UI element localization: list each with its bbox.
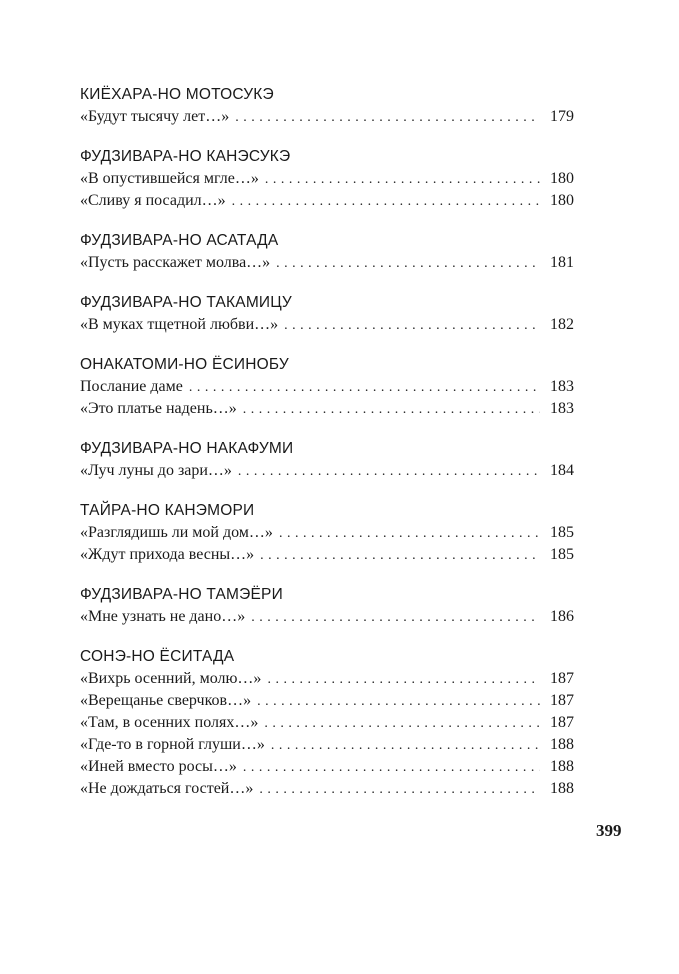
entry-title: Послание даме (80, 378, 183, 395)
entry-page-number: 180 (550, 170, 574, 187)
toc-section (80, 646, 574, 800)
dot-leader (235, 107, 540, 129)
section-author-heading: ФУДЗИВАРА-НО АСАТАДА (80, 232, 279, 249)
toc-entry (80, 460, 574, 482)
toc-section (80, 292, 574, 336)
dot-leader (251, 607, 540, 629)
section-author-heading: ФУДЗИВАРА-НО ТАМЭЁРИ (80, 586, 283, 603)
dot-leader (189, 377, 540, 399)
entry-title: «Пусть расскажет молва…» (80, 254, 271, 271)
entry-page-number: 188 (550, 780, 574, 797)
section-author-heading: ФУДЗИВАРА-НО НАКАФУМИ (80, 440, 294, 457)
section-author-heading: ФУДЗИВАРА-НО КАНЭСУКЭ (80, 148, 291, 165)
entry-page-number: 180 (550, 192, 574, 209)
entry-page-number: 188 (550, 736, 574, 753)
entry-page-number: 179 (550, 108, 574, 125)
table-of-contents (80, 84, 574, 818)
toc-entry (80, 106, 574, 128)
entry-title: «Это платье надень…» (80, 400, 237, 417)
entry-title: «Луч луны до зари…» (80, 462, 232, 479)
toc-entry (80, 168, 574, 190)
entry-title: «Будут тысячу лет…» (80, 108, 230, 125)
entry-title: «В муках тщетной любви…» (80, 316, 279, 333)
entry-page-number: 187 (550, 692, 574, 709)
page-number: 399 (596, 821, 622, 840)
toc-entry (80, 778, 574, 800)
entry-page-number: 187 (550, 714, 574, 731)
dot-leader (243, 399, 540, 421)
entry-page-number: 187 (550, 670, 574, 687)
toc-entry (80, 314, 574, 336)
dot-leader (267, 669, 540, 691)
dot-leader (259, 779, 540, 801)
entry-page-number: 181 (550, 254, 574, 271)
toc-section (80, 500, 574, 566)
toc-entry (80, 376, 574, 398)
dot-leader (232, 191, 540, 213)
toc-entry (80, 522, 574, 544)
toc-entry (80, 690, 574, 712)
entry-title: «Сливу я посадил…» (80, 192, 226, 209)
entry-page-number: 185 (550, 546, 574, 563)
section-author-heading: КИЁХАРА-НО МОТОСУКЭ (80, 86, 274, 103)
section-author-heading: СОНЭ-НО ЁСИТАДА (80, 648, 235, 665)
entry-page-number: 183 (550, 400, 574, 417)
entry-title: «Не дождаться гостей…» (80, 780, 254, 797)
entry-title: «Верещанье сверчков…» (80, 692, 252, 709)
toc-entry (80, 190, 574, 212)
entry-title: «Иней вместо росы…» (80, 758, 237, 775)
section-author-heading: ОНАКАТОМИ-НО ЁСИНОБУ (80, 356, 289, 373)
entry-title: «Ждут прихода весны…» (80, 546, 255, 563)
dot-leader (265, 169, 540, 191)
toc-entry (80, 734, 574, 756)
toc-entry (80, 712, 574, 734)
toc-entry (80, 668, 574, 690)
toc-section (80, 84, 574, 128)
entry-page-number: 182 (550, 316, 574, 333)
toc-entry (80, 606, 574, 628)
entry-title: «Там, в осенних полях…» (80, 714, 259, 731)
dot-leader (243, 757, 540, 779)
toc-entry (80, 544, 574, 566)
toc-section (80, 354, 574, 420)
entry-page-number: 186 (550, 608, 574, 625)
entry-page-number: 183 (550, 378, 574, 395)
dot-leader (260, 545, 540, 567)
entry-page-number: 185 (550, 524, 574, 541)
dot-leader (238, 461, 540, 483)
section-author-heading: ФУДЗИВАРА-НО ТАКАМИЦУ (80, 294, 292, 311)
toc-entry (80, 756, 574, 778)
dot-leader (264, 713, 540, 735)
entry-title: «Разглядишь ли мой дом…» (80, 524, 273, 541)
toc-section (80, 438, 574, 482)
toc-entry (80, 398, 574, 420)
toc-section (80, 146, 574, 212)
dot-leader (257, 691, 540, 713)
entry-title: «Мне узнать не дано…» (80, 608, 246, 625)
entry-title: «В опустившейся мгле…» (80, 170, 259, 187)
section-author-heading: ТАЙРА-НО КАНЭМОРИ (80, 502, 255, 519)
entry-page-number: 188 (550, 758, 574, 775)
entry-title: «Вихрь осенний, молю…» (80, 670, 262, 687)
entry-page-number: 184 (550, 462, 574, 479)
toc-entry (80, 252, 574, 274)
dot-leader (276, 253, 540, 275)
dot-leader (284, 315, 540, 337)
dot-leader (279, 523, 540, 545)
toc-section (80, 230, 574, 274)
toc-section (80, 584, 574, 628)
dot-leader (271, 735, 540, 757)
entry-title: «Где-то в горной глуши…» (80, 736, 265, 753)
